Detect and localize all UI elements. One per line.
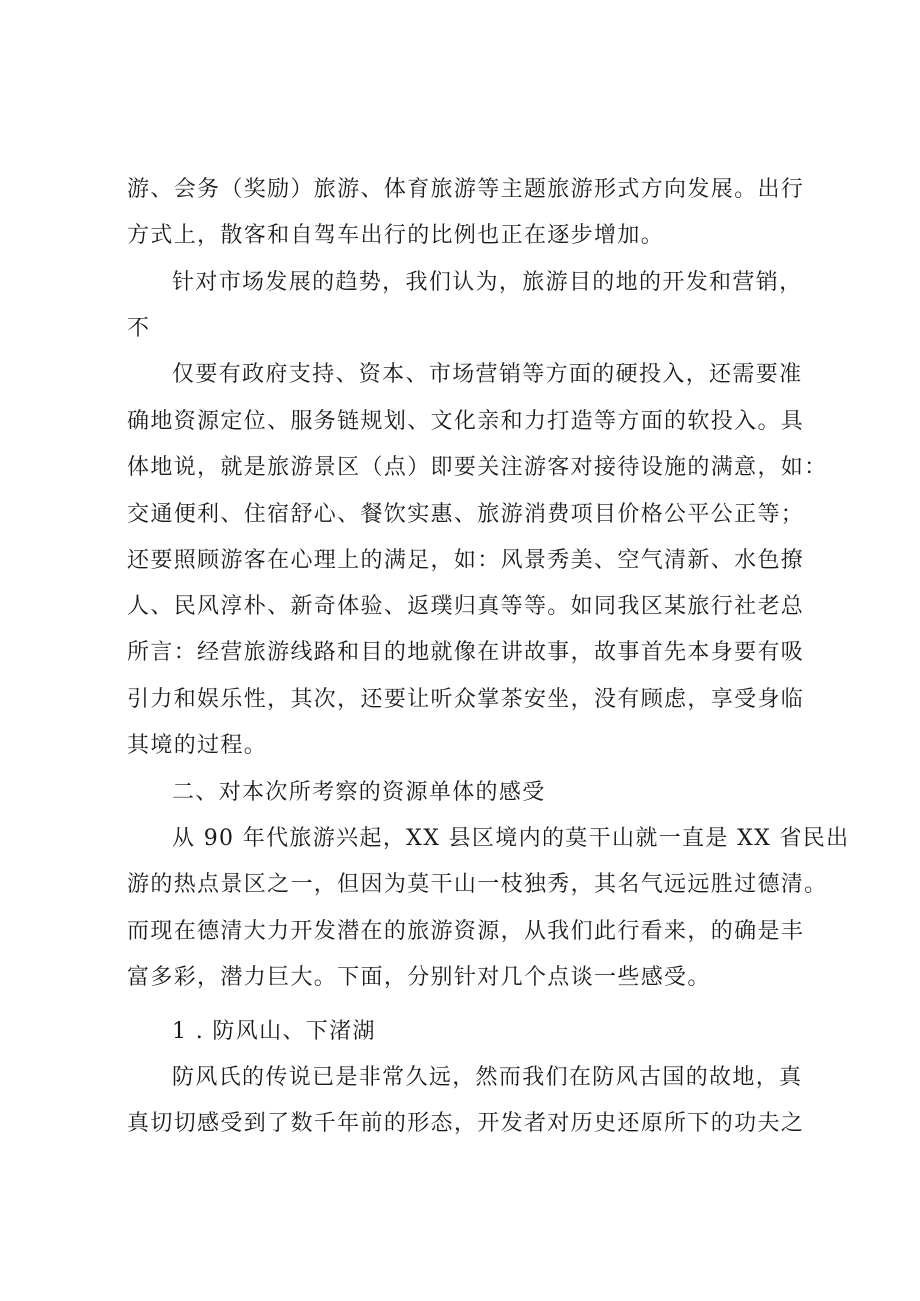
body-line: 游的热点景区之一，但因为莫干山一枝独秀，其名气远远胜过德清。: [127, 872, 828, 897]
body-line: 游、会务（奖励）旅游、体育旅游等主题旅游形式方向发展。出行: [127, 177, 805, 202]
paragraph-start-line: 从 90 年代旅游兴起，XX 县区境内的莫干山就一直是 XX 省民出: [172, 826, 850, 851]
paragraph-start-line: 仅要有政府支持、资本、市场营销等方面的硬投入，还需要准: [172, 362, 803, 387]
body-line: 还要照顾游客在心理上的满足，如：风景秀美、空气清新、水色撩: [127, 548, 805, 573]
body-line: 交通便利、住宿舒心、餐饮实惠、旅游消费项目价格公平公正等；: [127, 502, 805, 527]
section-heading: 二、对本次所考察的资源单体的感受: [172, 780, 546, 805]
body-line: 确地资源定位、服务链规划、文化亲和力打造等方面的软投入。具: [127, 409, 805, 434]
body-line: 体地说，就是旅游景区（点）即要关注游客对接待设施的满意，如：: [127, 455, 828, 480]
body-line: 富多彩，潜力巨大。下面，分别针对几个点谈一些感受。: [127, 965, 711, 990]
paragraph-start-line: 防风氏的传说已是非常久远，然而我们在防风古国的故地，真: [172, 1065, 803, 1090]
body-line: 其境的过程。: [127, 733, 268, 758]
body-line: 真切切感受到了数千年前的形态，开发者对历史还原所下的功夫之: [127, 1111, 805, 1136]
body-line: 人、民风淳朴、新奇体验、返璞归真等等。如同我区某旅行社老总: [127, 594, 805, 619]
body-line: 引力和娱乐性，其次，还要让听众掌茶安坐，没有顾虑，享受身临: [127, 687, 805, 712]
body-line: 而现在德清大力开发潜在的旅游资源，从我们此行看来，的确是丰: [127, 919, 805, 944]
body-line: 不: [127, 316, 151, 341]
paragraph-start-line: 针对市场发展的趋势，我们认为，旅游目的地的开发和营销，: [172, 270, 803, 295]
body-line: 方式上，散客和自驾车出行的比例也正在逐步增加。: [127, 223, 665, 248]
body-line: 所言：经营旅游线路和目的地就像在讲故事，故事首先本身要有吸: [127, 640, 805, 665]
subsection-heading: 1 . 防风山、下渚湖: [172, 1019, 376, 1044]
